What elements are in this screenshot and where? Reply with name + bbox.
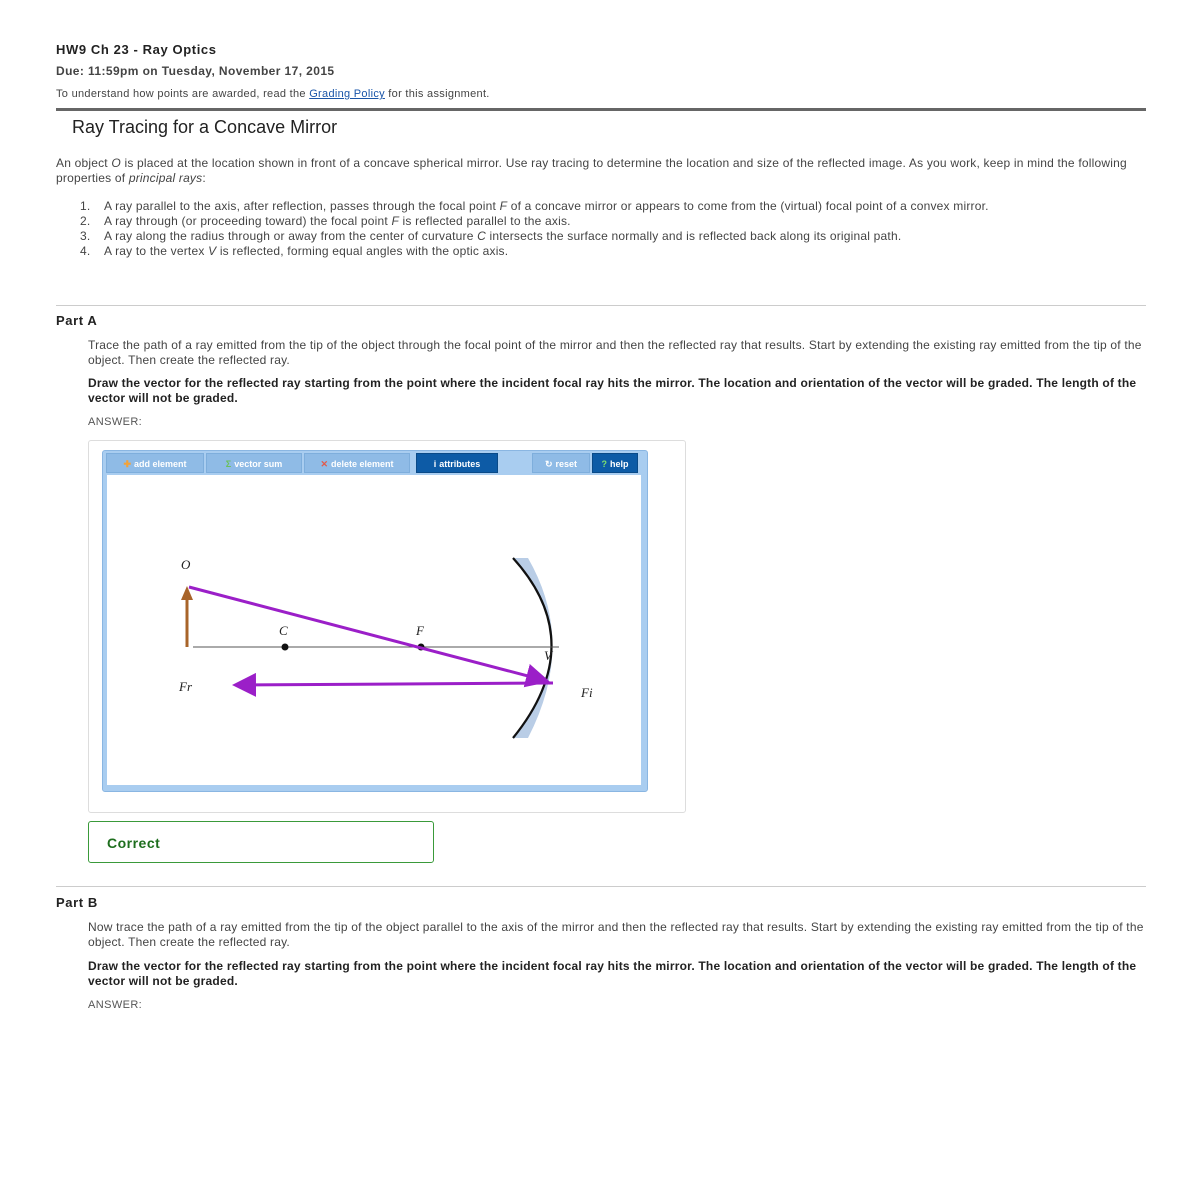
- part-b-grading-instructions: Draw the vector for the reflected ray starting from the point where the incident focal ray hits the mirror. The location and orientation of the vector will be graded. The length of the vector will not be graded.: [88, 959, 1137, 988]
- incident-focal-ray[interactable]: [189, 587, 547, 681]
- problem-title: Ray Tracing for a Concave Mirror: [72, 117, 338, 137]
- header-divider: [56, 108, 1146, 111]
- add-element-button[interactable]: ✚ add element: [106, 453, 204, 473]
- vector-toolbar: [106, 453, 642, 473]
- list-text: A ray to the vertex V is reflected, forming equal angles with the optic axis.: [104, 244, 509, 258]
- reset-button[interactable]: ↻ reset: [532, 453, 590, 473]
- part-a-label: Part A: [56, 313, 98, 328]
- list-text: A ray parallel to the axis, after reflection, passes through the focal point F of a concave mirror or appears to come from the (virtual) focal point of a convex mirror.: [104, 199, 989, 213]
- reflected-ray-vector[interactable]: [235, 683, 553, 685]
- part-a-divider: [56, 305, 1146, 306]
- part-b-label: Part B: [56, 895, 98, 910]
- assignment-title: HW9 Ch 23 - Ray Optics: [56, 42, 217, 57]
- ray-diagram: [107, 475, 641, 785]
- list-number: 2.: [80, 214, 91, 228]
- grading-suffix: for this assignment.: [384, 88, 490, 100]
- vector-sum-button[interactable]: Σ vector sum: [206, 453, 302, 473]
- principal-rays-list: [80, 199, 1120, 259]
- delete-x-icon: ✕: [320, 459, 328, 469]
- part-a-answer-label: ANSWER:: [88, 416, 143, 428]
- label-reflected: Fr: [179, 679, 192, 694]
- part-b-instructions: Now trace the path of a ray emitted from the tip of the object parallel to the axis of the mirror and then the reflected ray that results. Start by extending the existing ray emitted from the tip of the object. Then create the reflected ray.: [88, 920, 1144, 949]
- list-item: [80, 214, 1120, 229]
- list-text: A ray through (or proceeding toward) the focal point F is reflected parallel to the axis.: [104, 214, 571, 228]
- due-date: Due: 11:59pm on Tuesday, November 17, 2015: [56, 64, 335, 78]
- part-a-grading-instructions: Draw the vector for the reflected ray starting from the point where the incident focal ray hits the mirror. The location and orientation of the vector will be graded. The length of the vector will not be graded.: [88, 376, 1137, 405]
- label-object: O: [181, 557, 191, 572]
- grading-prefix: To understand how points are awarded, read the: [56, 88, 310, 100]
- plus-icon: ✚: [123, 459, 132, 469]
- part-b-answer-label: ANSWER:: [88, 999, 143, 1011]
- reset-icon: ↻: [544, 459, 553, 469]
- list-item: [80, 244, 1120, 259]
- list-number: 3.: [80, 229, 91, 243]
- help-icon: ?: [601, 459, 607, 469]
- list-text: A ray along the radius through or away from the center of curvature C intersects the surface normally and is reflected back along its original path.: [104, 229, 902, 243]
- grading-note: [56, 88, 490, 100]
- attributes-button[interactable]: i attributes: [416, 453, 498, 473]
- label-focal: F: [416, 623, 424, 638]
- sigma-icon: Σ: [225, 459, 232, 469]
- part-a-instructions: Trace the path of a ray emitted from the tip of the object through the focal point of the mirror and then the reflected ray that results. Start by extending the existing ray emitted from the tip of the object. Then create the reflected ray.: [88, 338, 1142, 367]
- label-incident: Fi: [581, 685, 593, 700]
- list-item: [80, 229, 1120, 244]
- info-icon: i: [433, 459, 437, 469]
- list-item: [80, 199, 1120, 214]
- feedback-correct-box: [88, 821, 434, 863]
- feedback-correct-text: Correct: [107, 835, 161, 851]
- ray-diagram-canvas[interactable]: [107, 475, 641, 785]
- grading-policy-link[interactable]: Grading Policy: [309, 88, 385, 100]
- list-number: 1.: [80, 199, 91, 213]
- label-center: C: [279, 623, 288, 638]
- label-vertex: V: [544, 648, 552, 663]
- part-b-divider: [56, 886, 1146, 887]
- problem-intro: An object O is placed at the location shown in front of a concave spherical mirror. Use ray tracing to determine the location and size of the reflected image. As you work, keep in mind the following properties of principal rays:: [56, 156, 1127, 185]
- delete-element-button[interactable]: ✕ delete element: [304, 453, 410, 473]
- help-button[interactable]: ? help: [592, 453, 638, 473]
- center-of-curvature-point: [282, 644, 289, 651]
- list-number: 4.: [80, 244, 91, 258]
